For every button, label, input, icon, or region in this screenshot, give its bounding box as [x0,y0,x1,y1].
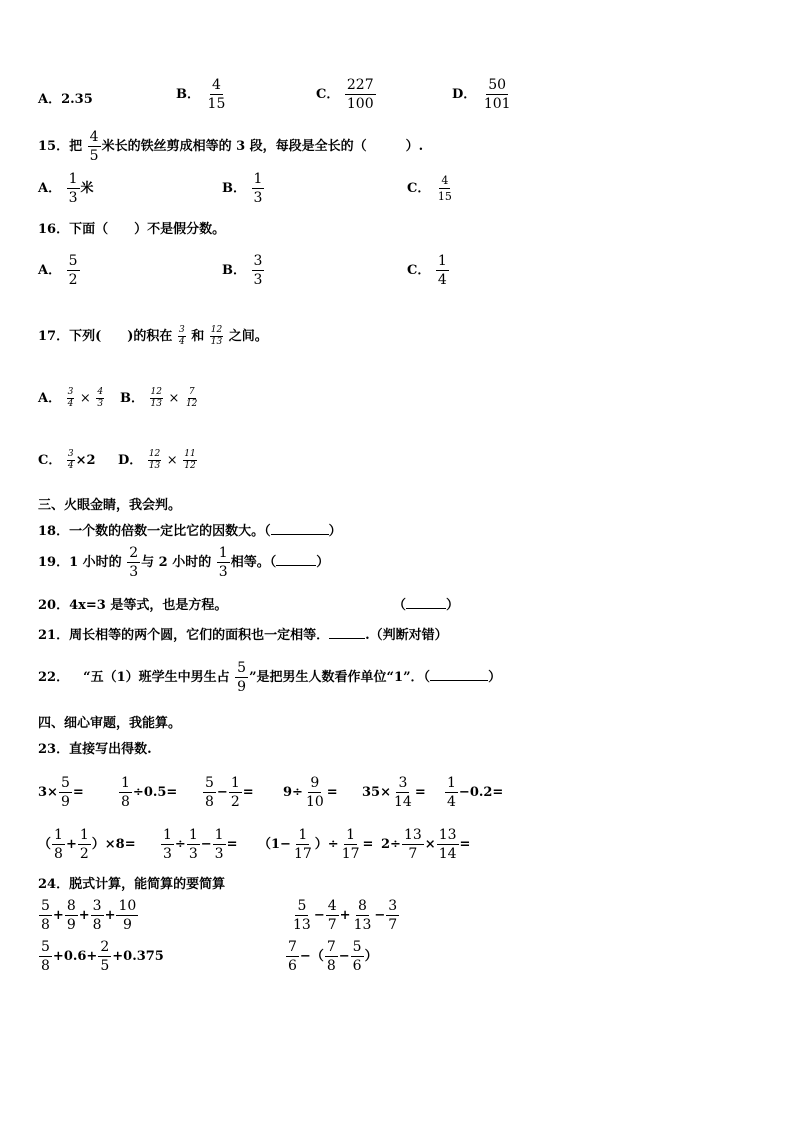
q23-expr-10: 2÷ $\frac{13}{7}$ × $\frac{13}{14}$ = [381,827,471,862]
q20-answer: （ ） [393,598,460,613]
fraction: $\frac{8}{9}$ [66,898,76,933]
fraction: $\frac{13}{7}$ [403,827,422,862]
q17-stem: 17．下列( )的积在 $\frac{3}{4}$ 和 $\frac{12}{13}$ 之间。 [38,325,268,347]
fraction: $\frac{1}{8}$ [121,775,130,810]
fraction: $\frac{5}{13}$ [293,898,311,933]
fraction: $\frac{1}{17}$ [293,827,312,862]
q14-option-a: A．2.35 [38,92,93,107]
fraction: $\frac{50}{101}$ [483,77,511,112]
q16-option-c: C． $\frac{1}{4}$ [407,253,447,288]
fraction: $\frac{5}{6}$ [352,939,362,974]
q20-text: 20．4x=3 是等式，也是方程。 [38,598,228,613]
answer-blank[interactable] [271,534,329,535]
answer-blank[interactable] [406,608,446,609]
fraction: $\frac{1}{3}$ [218,545,228,580]
fraction: $\frac{3}{8}$ [92,898,102,933]
fraction: $\frac{1}{2}$ [230,775,240,810]
q14-option-c: C． $\frac{227}{100}$ [316,77,374,112]
fraction: $\frac{1}{8}$ [54,827,63,862]
section-3-title: 三、火眼金睛，我会判。 [38,498,182,513]
fraction: $\frac{4}{15}$ [437,174,452,203]
q19: 19．1 小时的 $\frac{2}{3}$ 与 2 小时的 $\frac{1}{3}$ 相等。（ ） [38,545,330,580]
q17-option-b: B． $\frac{12}{13}$ × $\frac{7}{12}$ [120,387,198,409]
fraction: $\frac{1}{3}$ [188,827,198,862]
fraction: $\frac{5}{2}$ [68,253,78,288]
fraction: $\frac{5}{9}$ [237,660,247,695]
fraction: $\frac{4}{5}$ [89,129,99,164]
q24-expr-4: $\frac{7}{6}$ −（ $\frac{7}{8}$ − $\frac{5}{6}$ ） [288,939,378,974]
q18: 18．一个数的倍数一定比它的因数大。（ ） [38,524,342,539]
fraction: $\frac{8}{13}$ [353,898,372,933]
answer-blank[interactable] [329,638,365,639]
fraction: $\frac{1}{3}$ [214,827,224,862]
q22: 22． “五（1）班学生中男生占 $\frac{5}{9}$ ”是把男生人数看作单位“1”．（ ） [38,660,502,695]
answer-blank[interactable] [276,565,316,566]
fraction: $\frac{5}{8}$ [205,775,214,810]
fraction: $\frac{3}{4}$ [178,325,185,347]
fraction: $\frac{7}{8}$ [326,939,336,974]
fraction: $\frac{4}{3}$ [97,387,104,409]
section-4-title: 四、细心审题，我能算。 [38,716,182,731]
fraction: $\frac{11}{12}$ [184,449,196,471]
q15-option-b: B． $\frac{1}{3}$ [222,171,263,206]
q17-option-d: D． $\frac{12}{13}$ × $\frac{11}{12}$ [118,449,196,471]
fraction: $\frac{7}{12}$ [185,387,198,409]
q16-option-a: A． $\frac{5}{2}$ [38,253,78,288]
fraction: $\frac{3}{4}$ [67,449,74,471]
q16-stem: 16．下面（ ）不是假分数。 [38,222,226,237]
fraction: $\frac{7}{6}$ [288,939,297,974]
fraction: $\frac{227}{100}$ [346,77,374,112]
q21: 21．周长相等的两个圆，它们的面积也一定相等． .（判断对错） [38,628,448,643]
q23-expr-3: $\frac{5}{8}$ − $\frac{1}{2}$ = [205,775,254,810]
q23-expr-1: 3× $\frac{5}{9}$ = [38,775,84,810]
fraction: $\frac{12}{13}$ [210,325,223,347]
q15-option-a: A． $\frac{1}{3}$ 米 [38,171,94,206]
fraction: $\frac{3}{4}$ [67,387,74,409]
fraction: $\frac{13}{14}$ [438,827,457,862]
q23-expr-4: 9÷ $\frac{9}{10}$ = [283,775,338,810]
fraction: $\frac{1}{2}$ [79,827,89,862]
fraction: $\frac{1}{3}$ [163,827,172,862]
fraction: $\frac{1}{3}$ [253,171,263,206]
fraction: $\frac{3}{14}$ [393,775,412,810]
fraction: $\frac{5}{9}$ [60,775,70,810]
q24-expr-2: $\frac{5}{13}$ − $\frac{4}{7}$ + $\frac{8}{13}$ − $\frac{3}{7}$ [293,898,398,933]
q23-expr-8: $\frac{1}{3}$ ÷ $\frac{1}{3}$ − $\frac{1}{3}$ = [163,827,238,862]
q24-expr-3: $\frac{5}{8}$ +0.6+ $\frac{2}{5}$ +0.375 [41,939,164,974]
q24-expr-1: $\frac{5}{8}$ + $\frac{8}{9}$ + $\frac{3}{8}$ + $\frac{10}{9}$ [41,898,137,933]
fraction: $\frac{9}{10}$ [305,775,324,810]
q15-option-c: C． $\frac{4}{15}$ [407,174,452,203]
q23-expr-9: （1− $\frac{1}{17}$ ）÷ $\frac{1}{17}$ = [258,827,374,862]
fraction: $\frac{5}{8}$ [41,939,50,974]
fraction: $\frac{12}{13}$ [150,387,162,409]
fraction: $\frac{3}{3}$ [253,253,263,288]
fraction: $\frac{2}{3}$ [129,545,139,580]
q24-stem: 24．脱式计算，能简算的要简算 [38,877,226,892]
fraction: $\frac{12}{13}$ [148,449,161,471]
fraction: $\frac{10}{9}$ [118,898,137,933]
q14-option-d: D． $\frac{50}{101}$ [452,77,511,112]
q23-expr-7: （ $\frac{1}{8}$ + $\frac{1}{2}$ ）×8= [38,827,136,862]
fraction: $\frac{1}{3}$ [68,171,78,206]
q17-option-a: A． $\frac{3}{4}$ × $\frac{4}{3}$ [38,387,104,409]
q23-expr-6: $\frac{1}{4}$ −0.2= [447,775,504,810]
q15-stem: 15．把 $\frac{4}{5}$ 米长的铁丝剪成相等的 3 段，每段是全长的（ ）. [38,129,424,164]
fraction: $\frac{3}{7}$ [388,898,398,933]
fraction: $\frac{1}{4}$ [447,775,456,810]
fraction: $\frac{4}{15}$ [207,77,226,112]
fraction: $\frac{1}{17}$ [341,827,360,862]
q16-option-b: B． $\frac{3}{3}$ [222,253,263,288]
q23-expr-2: $\frac{1}{8}$ ÷0.5= [121,775,178,810]
q23-stem: 23．直接写出得数. [38,742,152,757]
fraction: $\frac{1}{4}$ [437,253,447,288]
q23-expr-5: 35× $\frac{3}{14}$ = [362,775,426,810]
answer-blank[interactable] [430,680,488,681]
fraction: $\frac{5}{8}$ [41,898,50,933]
q14-option-b: B． $\frac{4}{15}$ [176,77,226,112]
fraction: $\frac{4}{7}$ [327,898,337,933]
fraction: $\frac{2}{5}$ [100,939,110,974]
q17-option-c: C． $\frac{3}{4}$ ×2 [38,449,96,471]
